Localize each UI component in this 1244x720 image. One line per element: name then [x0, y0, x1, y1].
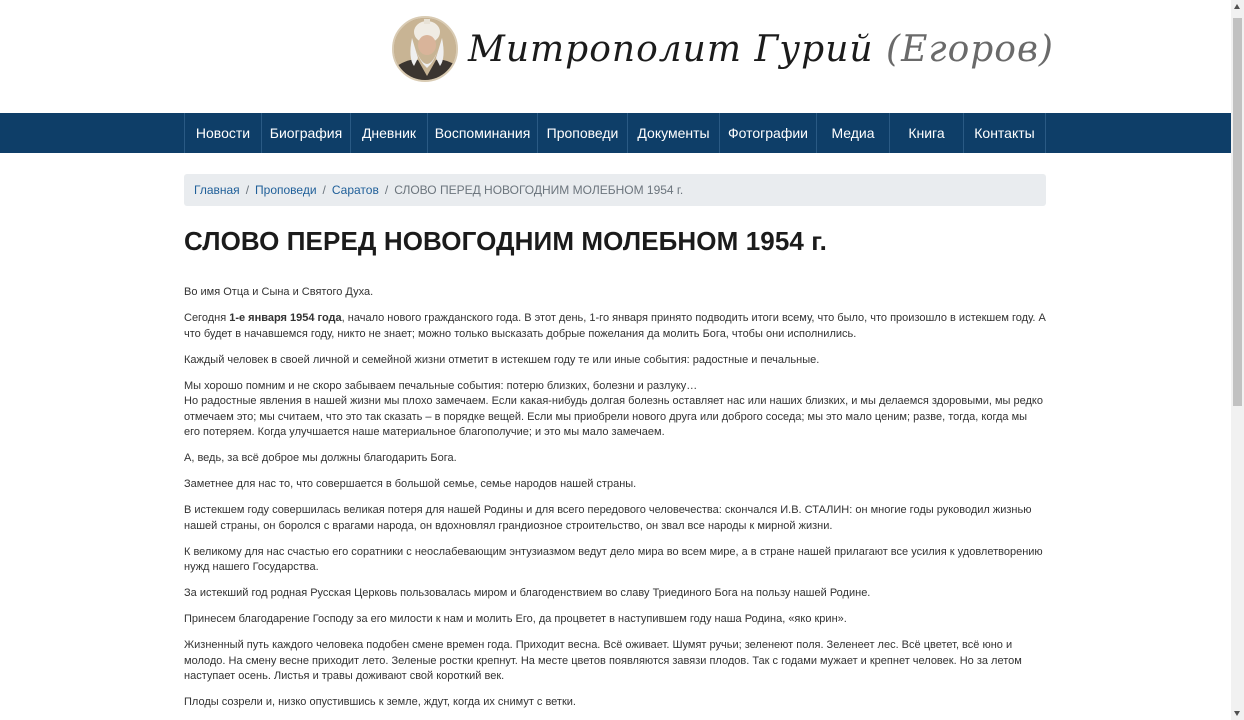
scroll-down-icon[interactable] [1234, 711, 1240, 716]
nav-item-sermons[interactable]: Проповеди [538, 113, 628, 153]
breadcrumb-home[interactable]: Главная [194, 183, 240, 197]
date-highlight: 1-е января 1954 года [229, 312, 342, 324]
paragraph: Во имя Отца и Сына и Святого Духа. [184, 286, 374, 298]
paragraph-text: Мы хорошо помним и не скоро забываем печальные события: потерю близких, болезни и разлуку… [184, 379, 698, 392]
breadcrumb [184, 174, 1046, 206]
nav-item-contacts[interactable]: Контакты [964, 113, 1046, 153]
paragraph-text: , начало нового гражданского года. В этот день, 1-го января принято подводить итоги всему, что было, что произошло в истекшем году. А что будет в начавшемся году, никто не знает; можно только высказать добрые пожелания да молить Бога, чтобы они исполнились. [184, 312, 1046, 340]
paragraph: Плоды созрели и, низко опустившись к земле, ждут, когда их снимут с ветки. [184, 696, 576, 708]
paragraph: А, ведь, за всё доброе мы должны благодарить Бога. [184, 452, 457, 464]
paragraph [184, 311, 1046, 342]
paragraph [184, 379, 1046, 441]
nav-item-biography[interactable]: Биография [262, 113, 351, 153]
nav-item-book[interactable]: Книга [890, 113, 964, 153]
site-logo-link[interactable] [392, 16, 1054, 82]
breadcrumb-current: СЛОВО ПЕРЕД НОВОГОДНИМ МОЛЕБНОМ 1954 г. [394, 183, 684, 197]
paragraph: Жизненный путь каждого человека подобен смене времен года. Приходит весна. Всё оживает. Шумят ручьи; зеленеют поля. Зеленеет лес. Всё цветет, всё юно и молодо. На смену весне приходит лето. Зеленые ростки крепнут. На месте цветов появляются завязи плодов. Так с годами мужает и крепнет человек. Но за летом наступает осень. Листья и травы доживают свой короткий век. [184, 639, 1022, 682]
site-title-main: Митрополит Гурий [468, 28, 874, 70]
breadcrumb-separator: / [322, 183, 326, 197]
nav-item-photos[interactable]: Фотографии [720, 113, 817, 153]
paragraph: Каждый человек в своей личной и семейной жизни отметит в истекшем году те или иные события: радостные и печальные. [184, 353, 820, 366]
nav-item-news[interactable]: Новости [185, 113, 262, 153]
page-title: СЛОВО ПЕРЕД НОВОГОДНИМ МОЛЕБНОМ 1954 г. [184, 226, 827, 256]
article [184, 224, 1046, 720]
paragraph: За истекший год родная Русская Церковь пользовалась миром и благоденствием во славу Триединого Бога на пользу нашей Родине. [184, 587, 871, 599]
breadcrumb-sermons[interactable]: Проповеди [255, 183, 317, 197]
site-header [0, 0, 1231, 113]
paragraph: В истекшем году совершилась великая потеря для нашей Родины и для всего передового человечества: скончался И.В. СТАЛИН: он многие годы руководил жизнью нашей страны, он боролся с врагами народа, он вдохновлял грандиозное строительство, он звал все народы к мирной жизни. [184, 504, 1032, 532]
scrollbar-thumb[interactable] [1233, 18, 1242, 406]
breadcrumb-separator: / [384, 183, 389, 197]
site-title-sub: (Егоров) [886, 28, 1054, 70]
scroll-up-icon[interactable] [1234, 4, 1240, 9]
nav-item-media[interactable]: Медиа [817, 113, 890, 153]
nav-item-documents[interactable]: Документы [628, 113, 720, 153]
article-content [184, 285, 1046, 711]
portrait-icon [392, 16, 458, 82]
nav-item-diary[interactable]: Дневник [351, 113, 428, 153]
breadcrumb-separator: / [245, 183, 250, 197]
vertical-scrollbar[interactable] [1231, 0, 1244, 720]
paragraph-text: Сегодня [184, 312, 230, 324]
paragraph-text: Но радостные явления в нашей жизни мы плохо замечаем. Если какая-нибудь долгая болезнь оставляет нас или наших близких, и мы делаемся здоровыми, мы редко отмечаем это; мы считаем, что это так сказать – в порядке вещей. Если мы приобрели нового друга или доброго соседа; мы это мало ценим; разве, тогда, когда мы его потеряем. Когда улучшается наше материальное благополучие; и это мы мало замечаем. [184, 395, 1043, 438]
paragraph: Заметнее для нас то, что совершается в большой семье, семье народов нашей страны. [184, 478, 637, 490]
paragraph: Принесем благодарение Господу за его милости к нам и молить Его, да процветет в наступившем году наша Родина, «яко крин». [184, 613, 847, 625]
site-title [468, 29, 1054, 70]
nav-item-memoirs[interactable]: Воспоминания [428, 113, 538, 153]
paragraph: К великому для нас счастью его соратники с неослабевающим энтузиазмом ведут дело мира во всем мире, а в стране нашей прилагают все усилия к удовлетворению нужд нашего Государства. [184, 545, 1043, 573]
nav-menu [184, 113, 1046, 153]
breadcrumb-saratov[interactable]: Саратов [331, 183, 379, 197]
